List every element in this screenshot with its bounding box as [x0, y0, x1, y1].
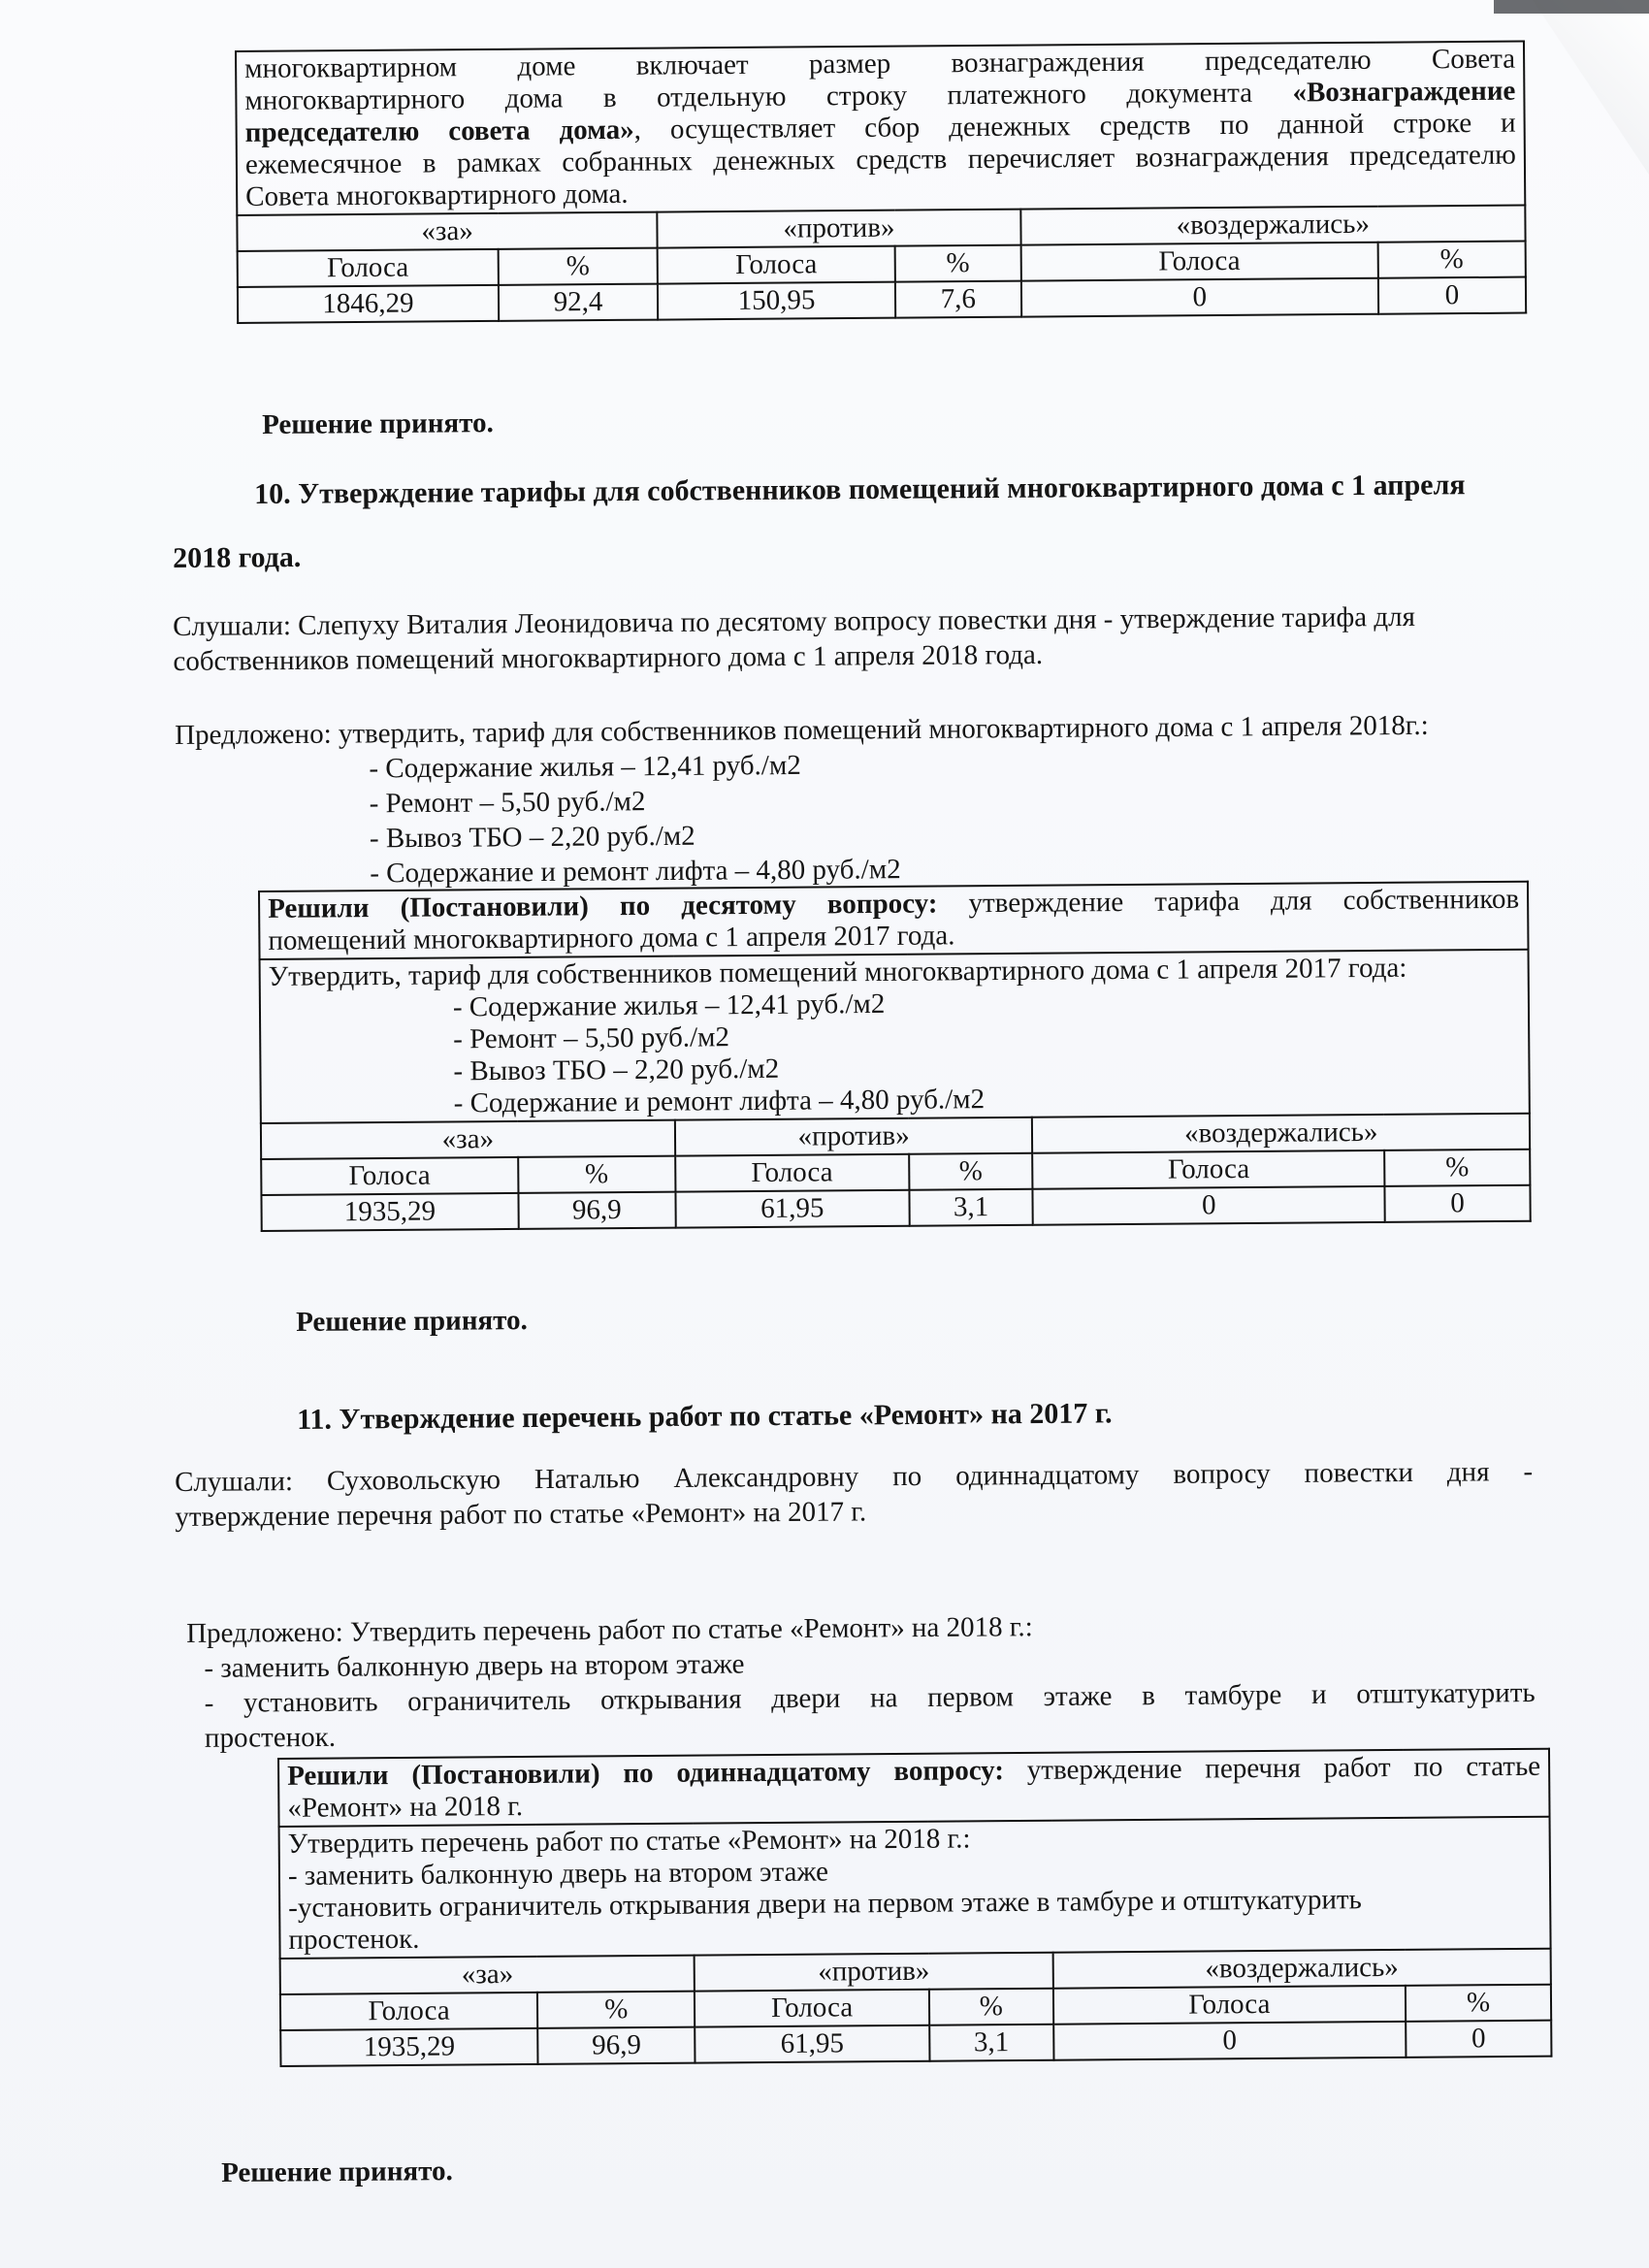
s11-works-list [186, 1640, 1536, 1756]
against-votes-label: Голоса [675, 1154, 909, 1192]
s10-tariff-list [175, 742, 1534, 892]
s9-line-1: многоквартирном доме включает размер вознаграждения председателю Совета [244, 43, 1516, 84]
s10-heard-line2: собственников помещений многоквартирного дома с 1 апреля 2018 года. [173, 638, 1044, 677]
s10-approve-line: Утвердить, тариф для собственников помещений многоквартирного дома с 1 апреля 2017 года: [268, 952, 1407, 992]
vote-abstain-header: «воздержались» [1032, 1114, 1530, 1153]
vote-for-header: «за» [261, 1120, 675, 1159]
for-pct-value: 92,4 [499, 284, 659, 321]
against-pct-label: % [909, 1153, 1033, 1190]
section9-text-cell [236, 42, 1525, 215]
abstain-votes-value: 0 [1053, 2022, 1406, 2060]
against-votes-value: 150,95 [658, 282, 895, 320]
abstain-pct-label: % [1406, 1985, 1551, 2022]
vote-for-header: «за» [237, 212, 658, 251]
for-votes-label: Голоса [280, 1993, 537, 2030]
s11-resolved-cell [278, 1749, 1550, 1827]
s11-approve-cell [279, 1817, 1551, 1959]
against-pct-value: 7,6 [895, 281, 1021, 318]
s10-heard-line1: Слушали: Слепуху Виталия Леонидовича по десятому вопросу повестки дня - утверждение тарифа для [173, 600, 1416, 642]
s9-line-2: многоквартирного дома в отдельную строку платежного документа «Вознаграждение [244, 75, 1516, 116]
s9-decision: Решение принято. [262, 407, 494, 440]
abstain-pct-value: 0 [1385, 1185, 1531, 1222]
for-votes-value: 1935,29 [280, 2028, 537, 2066]
s11-heard-line2: утверждение перечня работ по статье «Ремонт» на 2017 г. [175, 1496, 867, 1533]
work-item: простенок. [288, 1923, 420, 1956]
against-pct-label: % [929, 1989, 1053, 2025]
s11-title: 11. Утверждение перечень работ по статье «Ремонт» на 2017 г. [297, 1397, 1113, 1436]
abstain-votes-label: Голоса [1053, 1986, 1406, 2025]
abstain-pct-value: 0 [1406, 2021, 1551, 2057]
abstain-pct-value: 0 [1378, 277, 1526, 314]
against-votes-label: Голоса [695, 1990, 928, 2027]
s11-proposed [186, 1605, 1536, 1756]
tariff-item: - Вывоз ТБО – 2,20 руб./м2 [453, 1053, 780, 1087]
s11-resolved-line2: «Ремонт» на 2018 г. [287, 1791, 524, 1824]
abstain-pct-label: % [1377, 242, 1525, 278]
for-pct-value: 96,9 [518, 1192, 675, 1229]
section11-resolution-box [277, 1748, 1552, 2067]
s10-resolved-line2: помещений многоквартирного дома с 1 апреля 2017 года. [268, 920, 955, 956]
abstain-votes-label: Голоса [1033, 1150, 1385, 1189]
s9-line-4: ежемесячное в рамках собранных денежных средств перечисляет вознаграждения председателю [244, 139, 1517, 180]
abstain-votes-label: Голоса [1020, 243, 1377, 281]
abstain-pct-label: % [1384, 1150, 1530, 1186]
s9-line-3: председателю совета дома», осуществляет сбор денежных средств по данной строке и [244, 107, 1516, 148]
s9-line-5: Совета многоквартирного дома. [245, 178, 629, 212]
s10-proposed-line: Предложено: утвердить, тариф для собственников помещений многоквартирного дома с 1 апреля 2018г.: [175, 709, 1429, 751]
vote-against-header: «против» [695, 1953, 1053, 1992]
s10-title-line1: 10. Утверждение тарифы для собственников помещений многоквартирного дома с 1 апреля [254, 469, 1466, 510]
for-votes-label: Голоса [261, 1157, 518, 1195]
s11-approve-line: Утвердить перечень работ по статье «Ремонт» на 2018 г.: [287, 1823, 971, 1860]
abstain-votes-value: 0 [1021, 278, 1378, 317]
s10-heard [173, 599, 1532, 679]
work-item: - заменить балконную дверь на втором этаже [287, 1856, 829, 1892]
work-item: - заменить балконную дверь на втором этаже [204, 1648, 745, 1684]
s11-heard [175, 1454, 1534, 1535]
s10-proposed [175, 707, 1534, 892]
scan-shadow [1494, 0, 1649, 14]
work-item: простенок. [204, 1721, 337, 1754]
against-votes-label: Голоса [658, 246, 895, 284]
against-pct-label: % [894, 245, 1020, 282]
for-pct-label: % [518, 1156, 675, 1193]
s11-decision: Решение принято. [221, 2155, 453, 2188]
s10-approve-tariffs [269, 984, 1521, 1121]
s11-proposed-line: Предложено: Утвердить перечень работ по статье «Ремонт» на 2018 г.: [186, 1611, 1033, 1649]
vote-for-header: «за» [280, 1956, 695, 1994]
vote-against-header: «против» [658, 210, 1021, 248]
section10-resolution-box [258, 881, 1532, 1232]
s10-resolved-line1: Решили (Постановили) по десятому вопросу: утверждение тарифа для собственников [268, 883, 1520, 924]
tariff-item: - Ремонт – 5,50 руб./м2 [369, 786, 646, 820]
vote-against-header: «против» [675, 1118, 1033, 1156]
tariff-item: - Содержание жилья – 12,41 руб./м2 [452, 988, 886, 1023]
tariff-item: - Содержание и ремонт лифта – 4,80 руб./м2 [453, 1084, 986, 1119]
against-votes-value: 61,95 [675, 1190, 909, 1228]
against-votes-value: 61,95 [695, 2025, 929, 2063]
s10-decision: Решение принято. [296, 1305, 528, 1338]
for-votes-value: 1935,29 [261, 1193, 518, 1231]
work-item: - установить ограничитель открывания двери на первом этаже в тамбуре и отштукатурить [204, 1677, 1536, 1719]
abstain-votes-value: 0 [1033, 1186, 1385, 1225]
tariff-item: - Содержание жилья – 12,41 руб./м2 [369, 749, 801, 785]
s11-heard-line1: Слушали: Суховольскую Наталью Александровну по одиннадцатому вопросу повестки дня - [175, 1456, 1534, 1498]
s10-resolved-cell [259, 882, 1529, 959]
for-pct-value: 96,9 [537, 2027, 695, 2064]
for-votes-value: 1846,29 [238, 285, 499, 323]
tariff-item: - Вывоз ТБО – 2,20 руб./м2 [369, 820, 695, 855]
against-pct-value: 3,1 [929, 2025, 1053, 2061]
for-pct-label: % [498, 248, 658, 285]
vote-abstain-header: «воздержались» [1052, 1949, 1551, 1989]
for-pct-label: % [537, 1992, 695, 2028]
vote-abstain-header: «воздержались» [1020, 206, 1526, 245]
tariff-item: - Ремонт – 5,50 руб./м2 [453, 1021, 730, 1055]
s11-resolved-line1: Решили (Постановили) по одиннадцатому вопросу: утверждение перечня работ по статье [287, 1750, 1541, 1792]
for-votes-label: Голоса [238, 249, 499, 287]
tariff-item: - Содержание и ремонт лифта – 4,80 руб./м2 [370, 854, 901, 890]
s10-title-line2: 2018 года. [173, 540, 302, 574]
work-item: -установить ограничитель открывания двери на первом этаже в тамбуре и отштукатурить [288, 1884, 1362, 1924]
against-pct-value: 3,1 [909, 1189, 1033, 1226]
section9-resolution-box [235, 41, 1527, 324]
s10-approve-cell [260, 950, 1530, 1123]
